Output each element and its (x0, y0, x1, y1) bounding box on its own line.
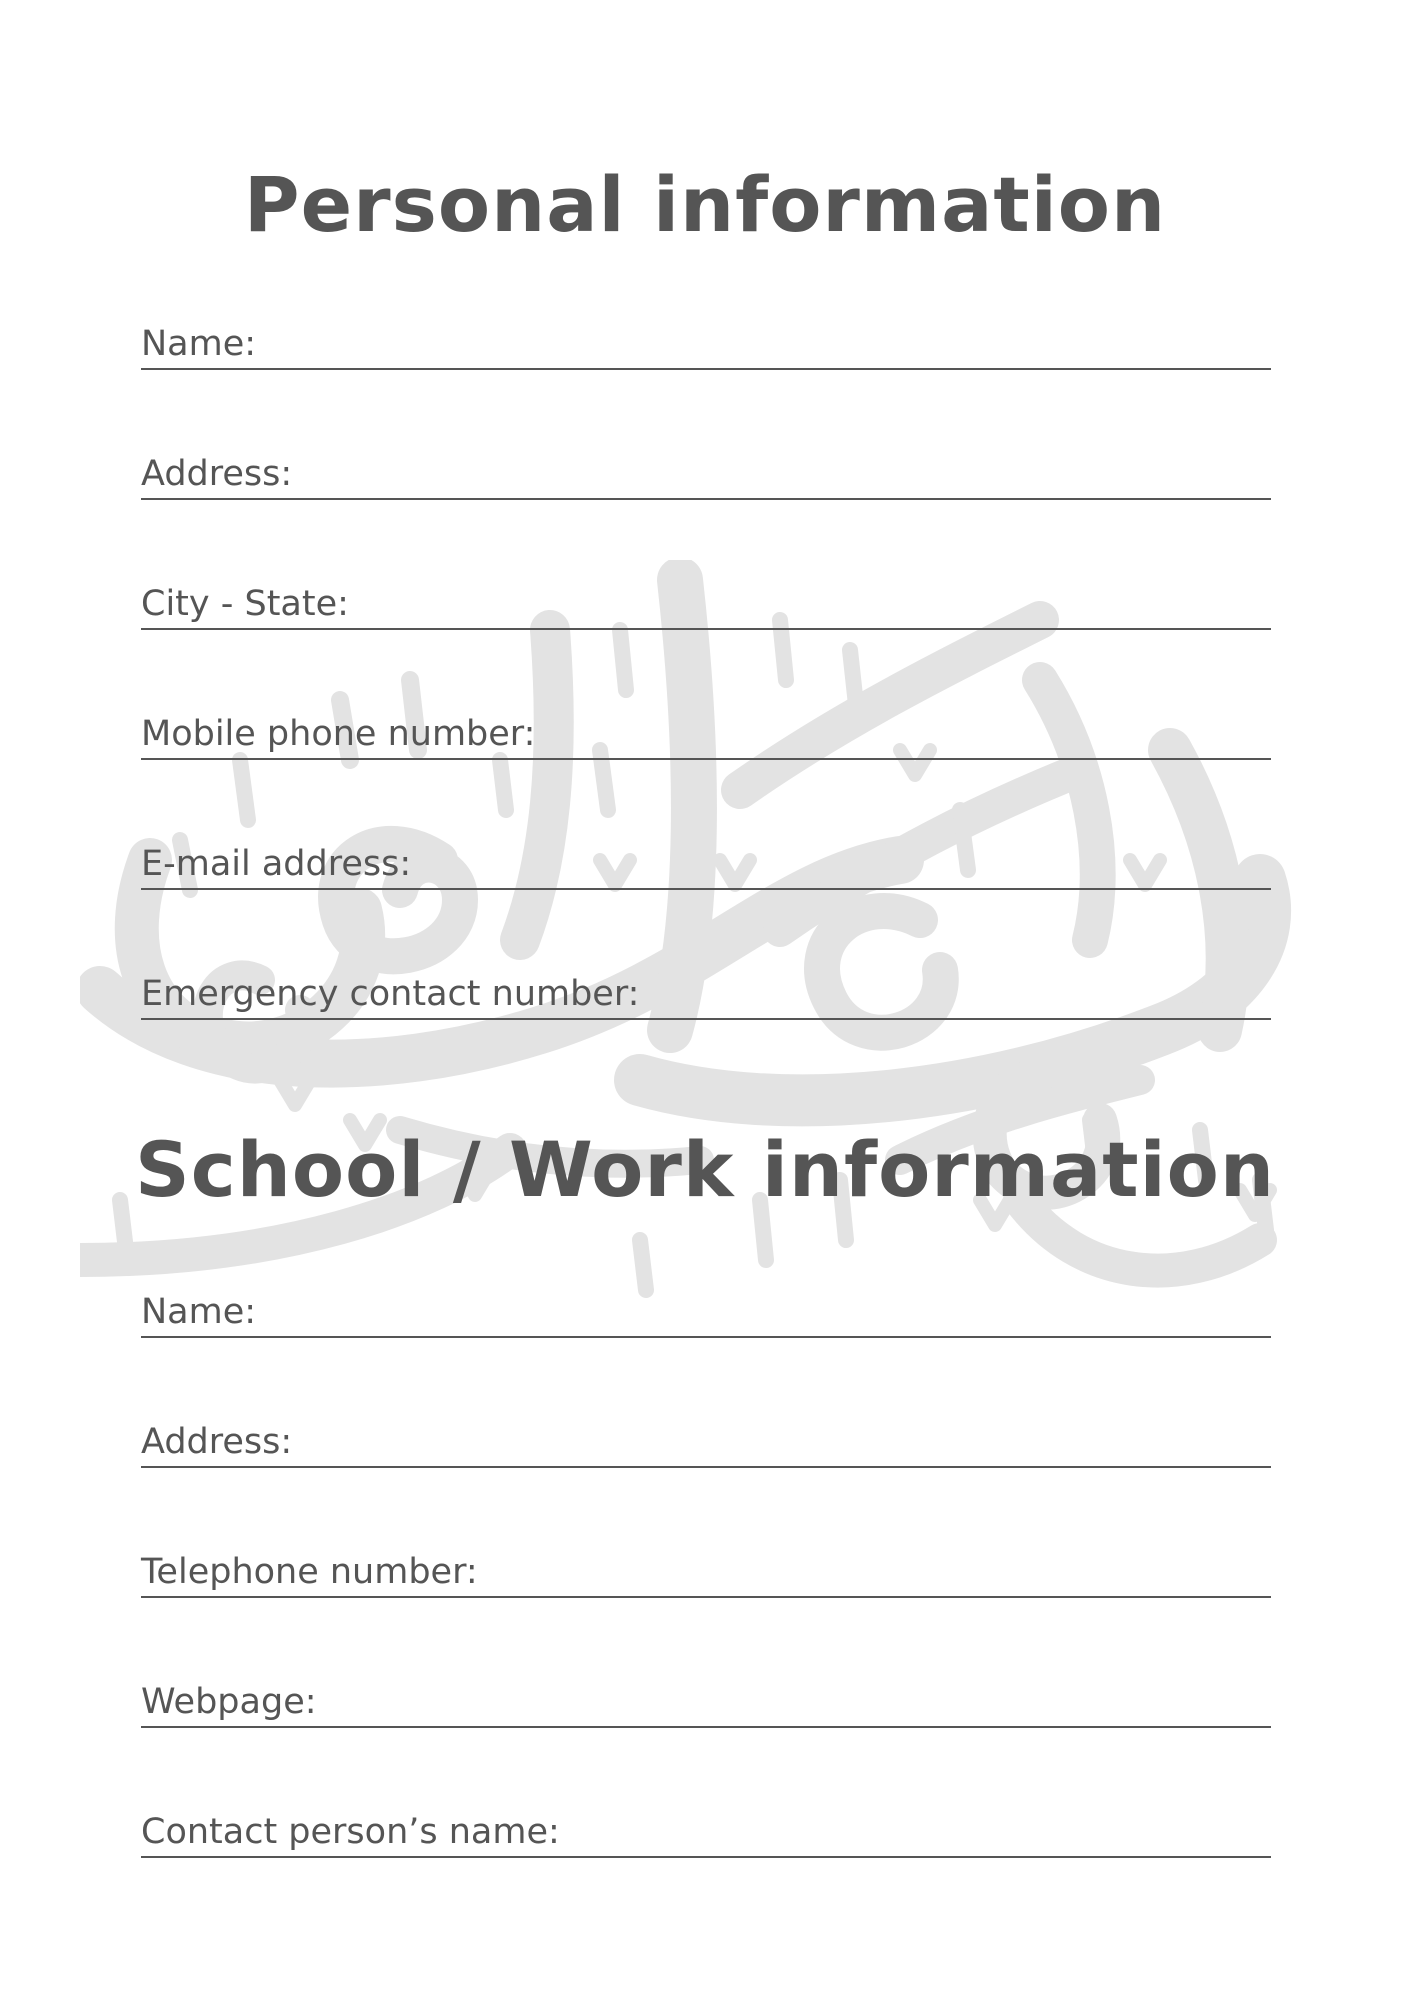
work-contact-person-label: Contact person’s name: (141, 1812, 560, 1852)
work-contact-person-field[interactable] (141, 1798, 1271, 1858)
personal-email-label: E-mail address: (141, 844, 412, 884)
school-work-info-title: School / Work information (135, 1125, 1275, 1214)
personal-name-field[interactable] (141, 310, 1271, 370)
work-address-label: Address: (141, 1422, 293, 1462)
personal-address-field[interactable] (141, 440, 1271, 500)
personal-emergency-contact-field[interactable] (141, 960, 1271, 1020)
personal-email-field[interactable] (141, 830, 1271, 890)
personal-mobile-phone-label: Mobile phone number: (141, 714, 536, 754)
work-telephone-field[interactable] (141, 1538, 1271, 1598)
work-address-field[interactable] (141, 1408, 1271, 1468)
work-telephone-label: Telephone number: (141, 1552, 478, 1592)
personal-city-state-field[interactable] (141, 570, 1271, 630)
work-name-label: Name: (141, 1292, 257, 1332)
personal-address-label: Address: (141, 454, 293, 494)
work-name-field[interactable] (141, 1278, 1271, 1338)
personal-info-title: Personal information (243, 160, 1167, 249)
personal-city-state-label: City - State: (141, 584, 349, 624)
work-webpage-label: Webpage: (141, 1682, 317, 1722)
personal-mobile-phone-field[interactable] (141, 700, 1271, 760)
work-webpage-field[interactable] (141, 1668, 1271, 1728)
personal-emergency-contact-label: Emergency contact number: (141, 974, 640, 1014)
personal-name-label: Name: (141, 324, 257, 364)
